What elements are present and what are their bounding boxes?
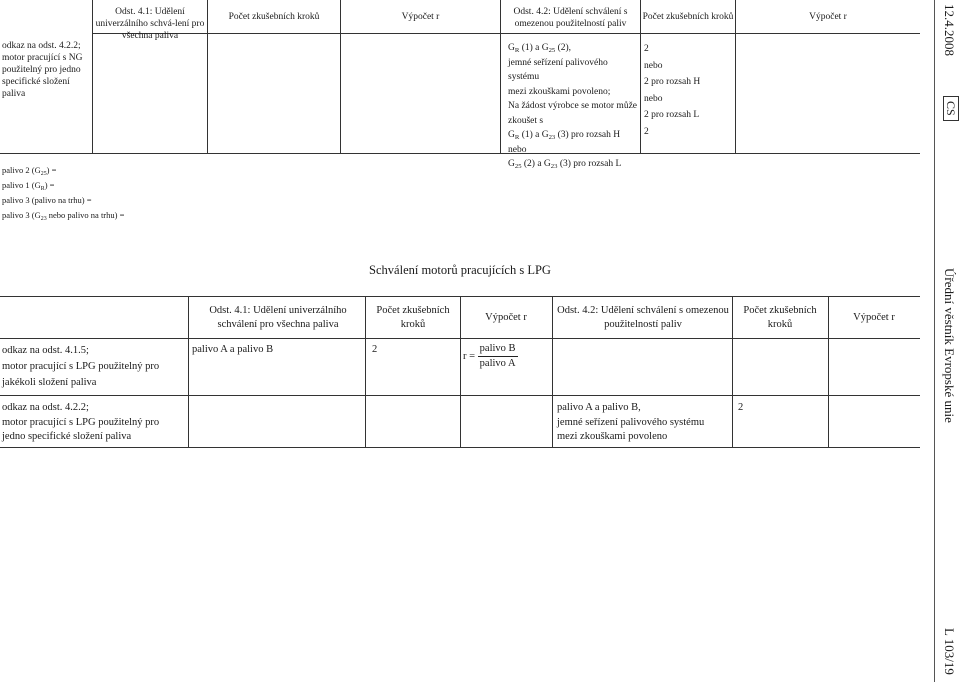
header-calc-r: Výpočet r <box>809 12 847 22</box>
row-label-line: jakékoli složení paliva <box>2 377 97 388</box>
cell-line: 2 <box>644 44 649 54</box>
col-divider <box>92 0 93 153</box>
col-divider <box>188 296 189 447</box>
publication-date: 12.4.2008 <box>942 4 957 56</box>
language-code <box>943 96 958 121</box>
row-label-line: použitelný pro jedno <box>2 65 81 75</box>
header-universal-approval: Odst. 4.1: Udělení univerzálního schválení pro všechna paliva <box>209 305 347 330</box>
header-test-steps: Počet zkušebních kroků <box>743 305 817 330</box>
cell-line: mezi zkouškami povoleno <box>557 431 668 442</box>
cell-line: 2 pro rozsah H <box>644 77 701 87</box>
table-ng-header-border <box>92 33 920 34</box>
row-label-line: odkaz na odst. 4.2.2; <box>2 41 81 51</box>
cell-line: Na žádost výrobce se motor může <box>508 101 637 111</box>
footnote: palivo 3 (palivo na trhu) = <box>2 195 92 205</box>
cell-line: jemné seřízení palivového systému <box>557 416 705 428</box>
row-label-ng <box>2 40 92 100</box>
row-label-line: jedno specifické složení paliva <box>2 431 132 442</box>
cell-line: palivo A a palivo B, <box>557 402 641 413</box>
row-label-lpg-restricted <box>2 401 187 445</box>
footnote: palivo 3 ($G_{23}$ nebo palivo na trhu) = <box>2 210 125 222</box>
footnote: palivo 1 $(G_R)$ = <box>2 180 55 192</box>
row-label-line: motor pracující s NG <box>2 53 83 63</box>
table-ng-bottom-border <box>0 153 920 154</box>
cell-line: 2 pro rozsah L <box>644 110 700 120</box>
journal-name: Úřední věstník Evropské unie <box>942 268 957 423</box>
page-number: L 103/19 <box>942 628 957 675</box>
row-label-line: motor pracující s LPG použitelný pro <box>2 416 160 428</box>
row-label-line: odkaz na odst. 4.1.5; <box>2 345 89 356</box>
header-calc-r: Výpočet r <box>401 12 440 22</box>
cell-line: zkoušet s <box>508 115 544 126</box>
cell-line: nebo <box>644 60 663 71</box>
cell-line: jemné seřízení palivového systému <box>508 57 608 82</box>
col-divider <box>552 296 553 447</box>
margin-divider <box>934 0 935 682</box>
cell-line: nebo <box>644 93 663 104</box>
cell-line: 2 <box>644 126 649 137</box>
r-denominator: palivo A <box>479 358 516 369</box>
section-title: Schválení motorů pracujících s LPG <box>369 263 551 277</box>
r-fraction <box>478 342 518 371</box>
header-calc-r: Výpočet r <box>485 312 527 323</box>
footnote: palivo 2 $(G_{25})$ = <box>2 165 57 177</box>
table-lpg-bottom-border <box>0 447 920 448</box>
header-restricted-approval: Odst. 4.2: Udělení schválení s omezenou použitelností paliv <box>557 305 729 330</box>
test-steps-value: 2 <box>738 402 744 413</box>
fuel-line: $G_{25}$ (2) a $G_{23}$ (3) pro rozsah L <box>508 159 622 170</box>
universal-approval-fuels: palivo A a palivo B <box>192 344 274 355</box>
header-calc-r: Výpočet r <box>853 312 895 323</box>
test-steps-value: 2 <box>372 344 378 355</box>
restricted-approval-cell <box>508 41 640 172</box>
cell-line: mezi zkouškami povoleno; <box>508 86 611 97</box>
header-test-steps: Počet zkušebních kroků <box>642 12 734 22</box>
r-numerator: palivo B <box>478 342 518 357</box>
col-divider <box>365 296 366 447</box>
fuel-line: $G_R$ (1) a $G_{23}$ (3) pro rozsah H nebo <box>508 130 621 155</box>
restricted-approval-cell <box>557 401 732 445</box>
r-formula <box>463 342 553 371</box>
header-test-steps: Počet zkušebních kroků <box>228 12 320 22</box>
header-restricted-approval: Odst. 4.2: Udělení schválení s omezenou použitelností paliv <box>513 7 628 29</box>
language-code-box: CS <box>943 96 959 121</box>
fuel-line: $G_R$ (1) a $G_{25}$ (2), <box>508 43 572 54</box>
fuel-footnotes <box>2 163 124 223</box>
test-steps-cell <box>644 41 734 140</box>
header-universal-approval: Odst. 4.1: Udělení univerzálního schvá-lení pro všechna paliva <box>95 7 205 41</box>
row-label-line: odkaz na odst. 4.2.2; <box>2 402 89 413</box>
row-label-line: specifické složení paliva <box>2 77 70 99</box>
row-label-lpg-universal <box>2 343 187 391</box>
row-label-line: motor pracující s LPG použitelný pro <box>2 361 160 372</box>
header-test-steps: Počet zkušebních kroků <box>376 305 450 330</box>
r-prefix: r = <box>463 350 476 362</box>
col-divider <box>732 296 733 447</box>
